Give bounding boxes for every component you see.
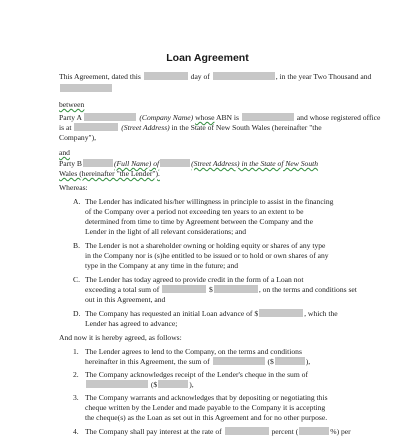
whereas-label: Whereas: — [59, 183, 88, 192]
party-a-line-1: Party A (Company Name) whose ABN is and whose registered office — [59, 113, 381, 122]
clause-1-line: hereinafter in this Agreement, the sum of ($ ), — [85, 357, 311, 366]
party-b-line-1: Party B (Full Name) of (Street Address) in the State of New South — [59, 159, 319, 168]
redacted-field — [84, 113, 136, 121]
redacted-field — [275, 357, 305, 365]
redacted-field — [214, 285, 258, 293]
party-b-line-2: Wales (hereinafter "the Lender"). — [59, 169, 160, 178]
and-label: and — [59, 148, 70, 157]
document-title: Loan Agreement — [166, 52, 249, 64]
recital-d-line: The Company has requested an initial Loan advance of $ , which the — [85, 309, 338, 318]
recital-c-line: exceeding a total sum of $ , on the terms and conditions set — [85, 285, 357, 294]
recital-marker: B. — [73, 241, 80, 250]
recital-a-line: determined from time to time by Agreement between the Company and the — [85, 217, 313, 226]
clause-marker: 2. — [73, 370, 79, 379]
recital-b-line: type in the Company at any time in the future; and — [85, 261, 239, 270]
recital-c-line: The Lender has today agreed to provide credit in the form of a Loan not — [85, 275, 304, 284]
redacted-field — [83, 159, 113, 167]
clause-marker: 3. — [73, 393, 79, 402]
between-label: between — [59, 100, 85, 109]
clause-2-line: ($ ), — [85, 380, 194, 390]
intro-line: This Agreement, dated this day of , in the year Two Thousand and — [59, 72, 372, 81]
recital-b-line: The Lender is not a shareholder owning or holding equity or shares of any type — [85, 241, 326, 250]
recital-c-line: out in this Agreement, and — [85, 295, 166, 304]
redacted-field — [242, 113, 294, 121]
party-a-line-3: Company"), — [59, 133, 97, 142]
recital-marker: D. — [73, 309, 81, 318]
redacted-field — [86, 380, 148, 388]
redacted-field — [162, 285, 206, 293]
clause-4-line: The Company shall pay interest at the rate of percent ( %) per — [85, 427, 351, 436]
redacted-field — [259, 309, 303, 317]
redacted-field — [158, 380, 188, 388]
recital-d-line: Lender has agreed to advance; — [85, 319, 178, 328]
redacted-field — [225, 427, 269, 435]
redacted-field — [299, 427, 329, 435]
redacted-field — [74, 123, 118, 131]
recital-b-line: in the Company nor is (s)he entitled to be issued or to hold or own shares of any — [85, 251, 329, 260]
clause-marker: 4. — [73, 427, 79, 436]
recital-a-line: Lender in the light of all relevant considerations; and — [85, 227, 247, 236]
redacted-field — [144, 72, 188, 80]
clause-1-line: The Lender agrees to lend to the Company, on the terms and conditions — [85, 347, 302, 356]
clause-3-line: cheque written by the Lender and made payable to the Company it is accepting — [85, 403, 326, 412]
redacted-field — [213, 72, 275, 80]
recital-marker: A. — [73, 197, 81, 206]
redacted-field — [213, 357, 265, 365]
clause-3-line: the cheque(s) as the Loan as set out in this Agreement and for no other purpose. — [85, 413, 328, 422]
intro-year-redaction — [59, 84, 113, 94]
clause-2-line: The Company acknowledges receipt of the Lender's cheque in the sum of — [85, 370, 308, 379]
clause-marker: 1. — [73, 347, 79, 356]
redacted-field — [160, 159, 190, 167]
clause-3-line: The Company warrants and acknowledges that by depositing or negotiating this — [85, 393, 328, 402]
party-a-line-2: is at (Street Address) in the State of New South Wales (hereinafter "the — [59, 123, 322, 132]
recital-a-line: of the Company over a period not exceeding ten years to an extent to be — [85, 207, 304, 216]
recital-marker: C. — [73, 275, 80, 284]
recital-a-line: The Lender has indicated his/her willingness in principle to assist in the financing — [85, 197, 334, 206]
hereby-agreed: And now it is hereby agreed, as follows: — [59, 333, 182, 342]
redacted-field — [60, 84, 112, 92]
